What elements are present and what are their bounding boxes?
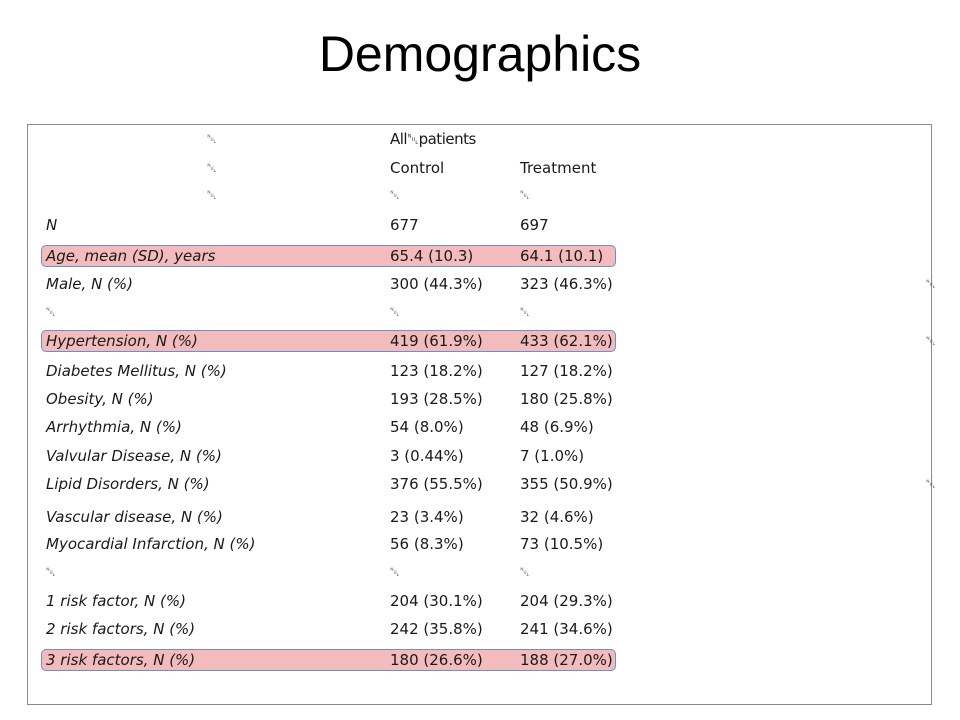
row-label: Arrhythmia, N (%): [46, 418, 182, 436]
empty-cell: ␀: [46, 305, 56, 319]
row-end-marker: ␀: [926, 277, 936, 291]
row-label: 3 risk factors, N (%): [46, 651, 196, 669]
header-empty-cell: ␀: [390, 188, 400, 202]
row-end-marker: ␀: [926, 334, 936, 348]
row-label: Male, N (%): [46, 275, 134, 293]
treatment-value: 127 (18.2%): [520, 362, 613, 380]
row-label: N: [46, 216, 58, 234]
empty-cell: ␀: [520, 305, 530, 319]
treatment-value: 355 (50.9%): [520, 475, 613, 493]
row-label: Lipid Disorders, N (%): [46, 475, 210, 493]
control-value: 180 (26.6%): [390, 651, 483, 669]
control-value: 3 (0.44%): [390, 447, 464, 465]
row-label: Diabetes Mellitus, N (%): [46, 362, 227, 380]
treatment-value: 697: [520, 216, 549, 234]
row-label: Valvular Disease, N (%): [46, 447, 222, 465]
treatment-value: 323 (46.3%): [520, 275, 613, 293]
header-empty-cell: ␀: [207, 188, 217, 202]
row-label: Vascular disease, N (%): [46, 508, 223, 526]
control-value: 419 (61.9%): [390, 332, 483, 350]
control-value: 65.4 (10.3): [390, 247, 474, 265]
control-value: 54 (8.0%): [390, 418, 464, 436]
row-label: Hypertension, N (%): [46, 332, 198, 350]
control-value: 242 (35.8%): [390, 620, 483, 638]
treatment-value: 241 (34.6%): [520, 620, 613, 638]
empty-cell: ␀: [390, 565, 400, 579]
control-value: 123 (18.2%): [390, 362, 483, 380]
row-label: Age, mean (SD), years: [46, 247, 216, 265]
treatment-value: 188 (27.0%): [520, 651, 613, 669]
treatment-value: 433 (62.1%): [520, 332, 613, 350]
control-value: 300 (44.3%): [390, 275, 483, 293]
treatment-value: 7 (1.0%): [520, 447, 585, 465]
treatment-value: 48 (6.9%): [520, 418, 594, 436]
control-value: 204 (30.1%): [390, 592, 483, 610]
control-value: 56 (8.3%): [390, 535, 464, 553]
column-header-control: Control: [390, 159, 445, 177]
treatment-value: 32 (4.6%): [520, 508, 594, 526]
control-value: 23 (3.4%): [390, 508, 464, 526]
control-value: 677: [390, 216, 419, 234]
header-empty-cell: ␀: [207, 132, 217, 146]
row-label: Obesity, N (%): [46, 390, 154, 408]
row-end-marker: ␀: [926, 477, 936, 491]
column-header-treatment: Treatment: [520, 159, 597, 177]
treatment-value: 73 (10.5%): [520, 535, 604, 553]
empty-cell: ␀: [46, 565, 56, 579]
empty-cell: ␀: [390, 305, 400, 319]
row-label: 1 risk factor, N (%): [46, 592, 186, 610]
empty-cell: ␀: [520, 565, 530, 579]
header-empty-cell: ␀: [520, 188, 530, 202]
page-title: Demographics: [318, 26, 642, 82]
control-value: 376 (55.5%): [390, 475, 483, 493]
treatment-value: 204 (29.3%): [520, 592, 613, 610]
header-group-label: All␀patients: [390, 130, 476, 148]
control-value: 193 (28.5%): [390, 390, 483, 408]
row-label: 2 risk factors, N (%): [46, 620, 196, 638]
header-empty-cell: ␀: [207, 161, 217, 175]
treatment-value: 180 (25.8%): [520, 390, 613, 408]
treatment-value: 64.1 (10.1): [520, 247, 604, 265]
row-label: Myocardial Infarction, N (%): [46, 535, 256, 553]
